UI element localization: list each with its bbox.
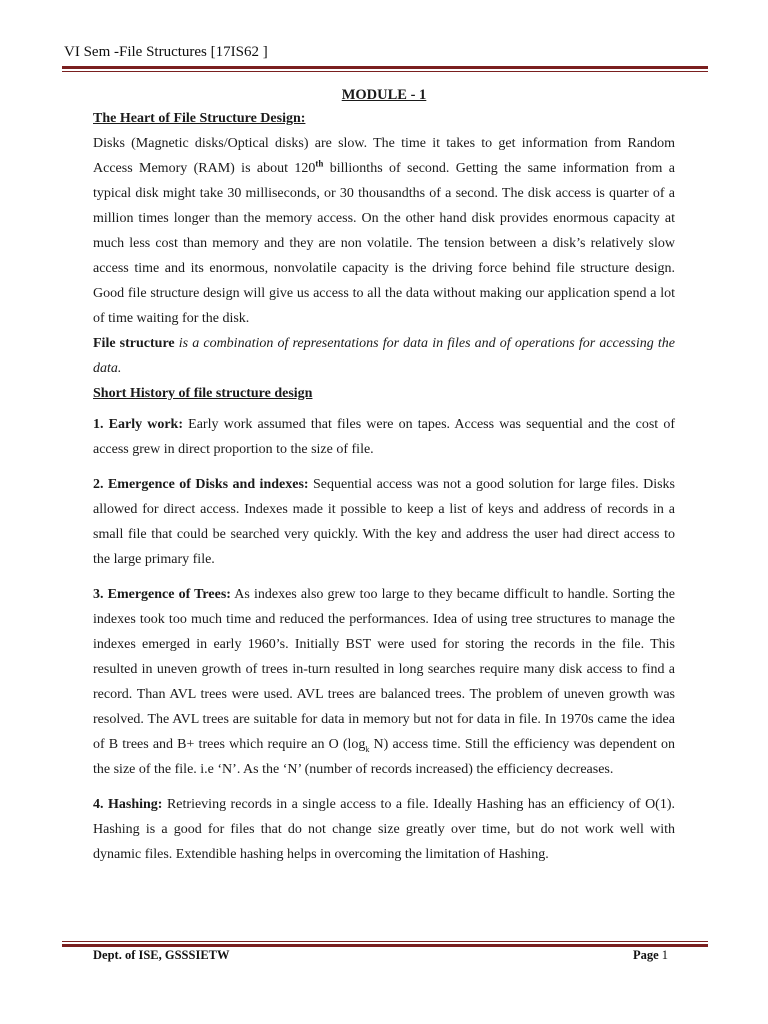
page-number: 1 — [661, 948, 668, 962]
page-content — [93, 84, 675, 867]
history-item-disks-indexes — [93, 472, 675, 572]
footer-rule-thick — [62, 944, 708, 947]
header-rule-thick — [62, 66, 708, 69]
history-item-early-work — [93, 412, 675, 462]
item-label: 3. Emergence of Trees: — [93, 587, 231, 602]
log-subscript: k — [365, 744, 370, 754]
item-text-c: N) access time. Still the efficiency was dependent on the size of the file. i.e ‘N’. As the ‘N’ (number of records increased) the efficiency decreases. — [93, 737, 675, 777]
item-label: 2. Emergence of Disks and indexes: — [93, 477, 309, 492]
item-label: 4. Hashing: — [93, 797, 163, 812]
page-label: Page — [632, 948, 659, 962]
header-rule-thin — [62, 71, 708, 72]
history-item-trees — [93, 582, 675, 782]
history-item-hashing — [93, 792, 675, 867]
header-title: VI Sem -File Structures [17IS62 ] — [64, 44, 268, 60]
item-text: Retrieving records in a single access to a file. Ideally Hashing has an efficiency of O(1). Hashing is a good for files that do not change size greatly over time, but do not work well with dynamic files. Extendible hashing helps in overcoming the limitation of Hashing. — [93, 797, 676, 862]
footer-page — [633, 948, 668, 963]
intro-text-b: billionths of second. Getting the same information from a typical disk might take 30 milliseconds, or 30 thousandths of a second. The disk access is quarter of a million times longer than the memory access. On the other hand disk provides enormous capacity at much less cost than memory and they are non volatile. The tension between a disk’s relatively slow access time and its enormous, nonvolatile capacity is the driving force behind file structure design. Good file structure design will give us access to all the data without making our application spend a lot of time waiting for the disk. — [93, 161, 675, 326]
intro-text-a: Disks (Magnetic disks/Optical disks) are slow. The time it takes to get information from Random Access Memory (RAM) is about 120 — [93, 136, 675, 176]
item-text: Sequential access was not a good solution for large files. Disks allowed for direct access. Indexes made it possible to keep a list of keys and address of records in a small file that could be searched very quickly. With the key and address the user had direct access to the large primary file. — [93, 477, 675, 567]
item-text-b: . Sorting the indexes took too much time and reduced the performances. Idea of using tree structures to manage the indexes emerged in early 1960’s. Initially BST were used for storing the records in the file. This resulted in uneven growth of trees in-turn resulted in long searches require many disk access to find a record. Than AVL trees were used. AVL trees are balanced trees. The problem of uneven growth was resolved. The AVL trees are suitable for data in memory but not for data in file. In 1970s came the idea of B trees and B+ trees which require an O (log — [93, 587, 675, 752]
definition-text: is a combination of representations for data in files and of operations for accessing the data. — [93, 336, 675, 376]
section-heading-history: Short History of file structure design — [93, 386, 313, 401]
footer-department: Dept. of ISE, GSSSIETW — [93, 948, 230, 962]
definition-paragraph — [93, 331, 675, 381]
intro-superscript: th — [315, 158, 324, 169]
item-text-a: As indexes also grew too large to they became difficult to handle — [230, 587, 605, 602]
definition-term: File structure — [93, 336, 175, 351]
intro-paragraph — [93, 131, 675, 331]
section-heading-heart: The Heart of File Structure Design: — [93, 111, 306, 126]
module-title: MODULE - 1 — [341, 87, 427, 103]
item-label: 1. Early work: — [93, 417, 184, 432]
footer-rule-thin — [62, 941, 708, 942]
item-text: Early work assumed that files were on tapes. Access was sequential and the cost of access grew in direct proportion to the size of file. — [93, 417, 675, 457]
